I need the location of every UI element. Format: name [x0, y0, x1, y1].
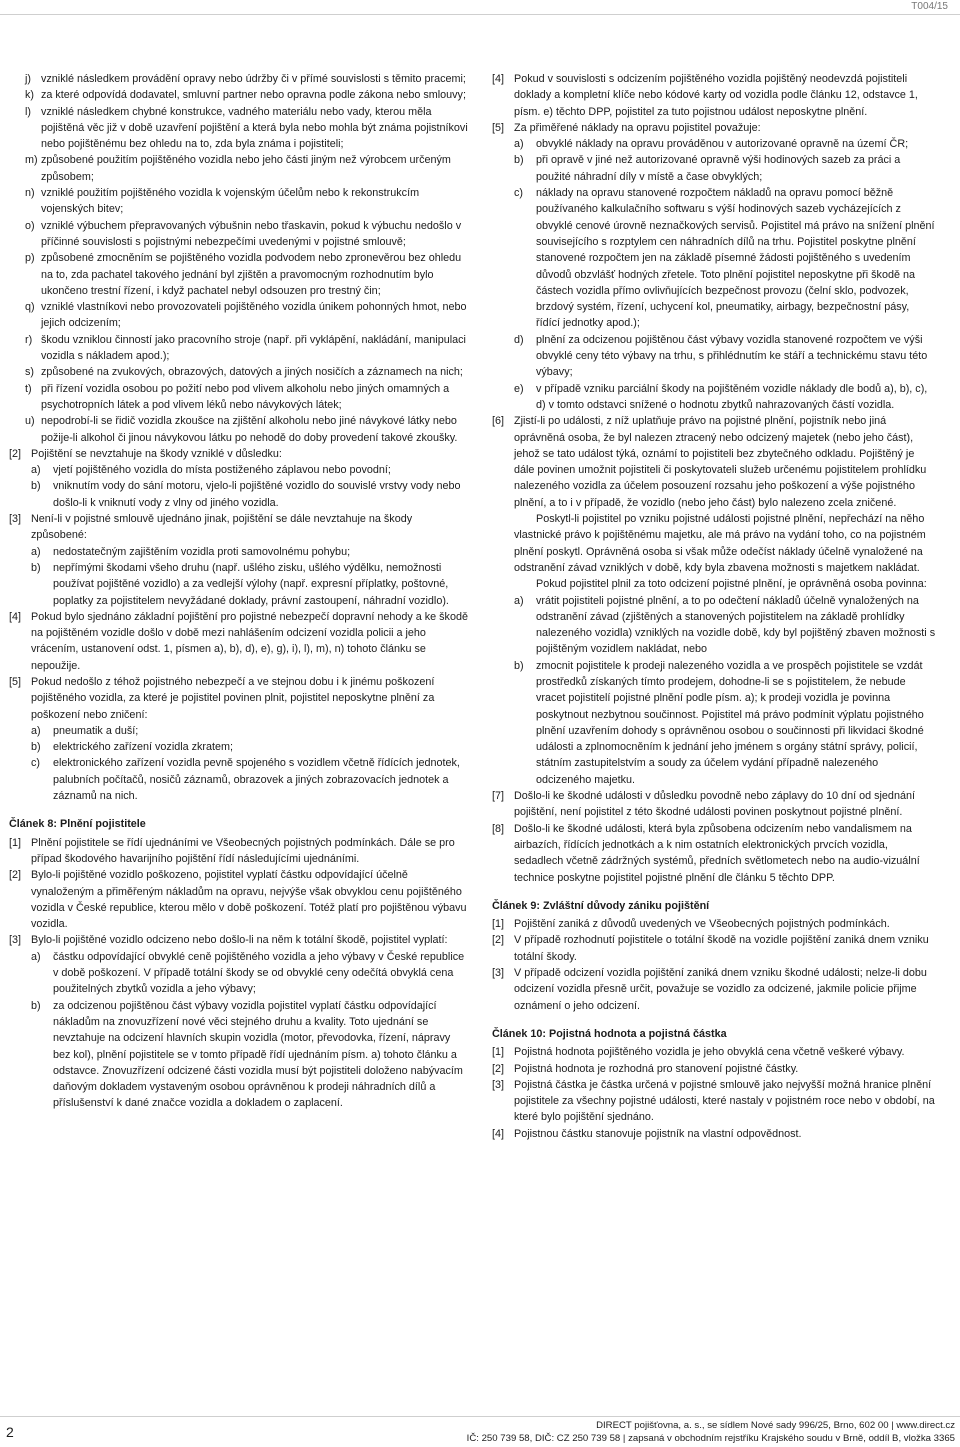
list-item: l) vzniklé následkem chybné konstrukce, vadného materiálu nebo vady, kterou měla pojištěná věc již v době uzavření pojištění a která byla nebo mohla být známa pojistníkovi nebo pojištěnému bez ohledu na to, zda byla známa i pojistiteli; [25, 105, 468, 151]
list-item: s) způsobené na zvukových, obrazových, datových a jiných nosičích a záznamech na nich; [25, 366, 463, 379]
sub-item: a) vrátit pojistiteli pojistné plnění, a to po odečtení nákladů účelně vynaložených na odstranění závad (zjištěných a stanovených pojistitelem na základě prohlídky nalezeného vozidla) vzniklých na vozidle době, kdy byl pojištěný zbaven možnosti s pojištěným vozidlem nakládat, nebo [514, 594, 936, 656]
sub-item: a) vjetí pojištěného vozidla do místa postiženého záplavou nebo povodní; [31, 464, 391, 477]
list-item: n) vzniklé použitím pojištěného vozidla k vojenským účelům nebo k rekonstrukcím vojenských bitev; [25, 187, 420, 216]
clause-8-8: [8] Došlo-li ke škodné události, která byla způsobena odcizením nebo vandalismem na airbazích, řídících jednotkách a k nim ostatních elektronických prvcích vozidla, sedadlech včetně zádržných systémů, předních světlometech nebo na audio-vizuální technice poskytne pojistitel pojistné plnění dle článku 5 těchto DPP. [492, 822, 920, 884]
clause-7-3: [3] Není-li v pojistné smlouvě ujednáno jinak, pojištění se dále nevztahuje na škody způsobené: a) nedostatečným zajištěním vozidla proti samovolnému pohybu; b) nepřímými škodami všeho druhu (např. ušlého zisku, ušlého výdělku, nemožnosti používat pojištěné vozidlo) a za vedlejší výlohy (např. expresní příplatky, poštovné, poplatky za pojistitelem nevyžádané doklady, právní zastoupení, náhradní vozidlo). [9, 511, 469, 609]
clause-10-3: [3] Pojistná částka je částka určená v pojistné smlouvě jako nejvyšší možná hranice plnění pojistitele za všechny pojistné události, které nastaly v pojistném roce nebo v období, na které bylo pojištění sjednáno. [492, 1078, 935, 1124]
clause-7-5: [5] Pokud nedošlo z téhož pojistného nebezpečí a ve stejnou dobu i k jinému poškození pojištěného vozidla, za které je pojistitel povinen plnit, pojistitel neposkytne plnění za poškození nebo zničení: a) pneumatik a duší; b) elektrického zařízení vozidla zkratem; c) elektronického zařízení vozidla pevně spojeného s vozidlem včetně řídících jednotek, palubních počítačů, nosičů záznamů, obrazovek a jiných zobrazovacích jednotek a záznamů na nich. [9, 674, 469, 804]
clause-9-2: [2] V případě rozhodnutí pojistitele o totální škodě na vozidle pojištění zaniká dnem vzniku totální škody. [492, 934, 929, 963]
sub-item: d) plnění za odcizenou pojištěnou část výbavy vozidla stanovené rozpočtem ve výši obvyklé ceny této výbavy na trhu, s přihlédnutím ke stáří a technickému stavu této výbavy; [514, 333, 928, 379]
sub-item: b) vniknutím vody do sání motoru, vjelo-li pojištěné vozidlo do souvislé vrstvy vody nebo došlo-li k vniknutí vody z vlny od jiného vozidla. [31, 480, 461, 509]
article-7-clauses [9, 446, 469, 805]
sub-item: a) částku odpovídající obvyklé ceně pojištěného vozidla a jeho výbavy v České republice v době poškození. V případě totální škody se od obvyklé ceny odečítá obvyklá cena použitelných zbytků vozidla a jeho výbavy; [31, 950, 465, 996]
article-8-title: Článek 8: Plnění pojistitele [9, 818, 146, 831]
sub-item: a) nedostatečným zajištěním vozidla proti samovolnému pohybu; [31, 545, 351, 558]
list-item: k) za které odpovídá dodavatel, smluvní partner nebo opravna podle zákona nebo smlouvy; [25, 89, 466, 102]
sub-item: e) v případě vzniku parciální škody na pojištěném vozidle náklady dle bodů a), b), c), d) v tomto odstavci snížené o hodnotu zbytků nahrazovaných částí vozidla. [514, 382, 928, 411]
sub-item: b) elektrického zařízení vozidla zkratem; [31, 741, 234, 754]
list-item: o) vzniklé výbuchem přepravovaných výbušnin nebo třaskavin, pokud k výbuchu nedošlo v příčinné souvislosti s pojistnými nebezpečími uvedenými v pojistné smlouvě; [25, 219, 462, 248]
header-rule [0, 14, 960, 15]
footer-rule [0, 1416, 960, 1417]
clause-8-3: [3] Bylo-li pojištěné vozidlo odcizeno nebo došlo-li na něm k totální škodě, pojistitel vyplatí: a) částku odpovídající obvyklé ceně pojištěného vozidla a jeho výbavy v České republice v době poškození. V případě totální škody se od obvyklé ceny odečítá obvyklá cena použitelných zbytků vozidla a jeho výbavy; b) za odcizenou pojištěnou část výbavy vozidla pojistitel vyplatí částku odpovídající nákladům na znovuzřízení nové věci stejného druhu a kvality. Toto ujednání se nevztahuje na odcizení hlavních skupin vozidla (motor, převodovka, řízení, nápravy bez kol), plnění pojistitele se v tomto případě řídí ujednáním písm. a) tohoto článku a odstavce. Znovuzřízení odcizené části vozidla musí být pojistiteli doloženo nabývacím daňovým dokladem vystaveným osobou oprávněnou k prodeji náhradních dílů a příslušenství k dané značce vozidla a dokladem o zaplacení. [9, 932, 469, 1111]
sub-item: c) elektronického zařízení vozidla pevně spojeného s vozidlem včetně řídících jednotek, palubních počítačů, nosičů záznamů, obrazovek a jiných zobrazovacích jednotek a záznamů na nich. [31, 757, 460, 803]
clause-8-1: [1] Plnění pojistitele se řídí ujednáními ve Všeobecných pojistných podmínkách. Dále se pro případ škodového havarijního pojištění řídí následujícími ujednáními. [9, 836, 455, 865]
document-code: T004/15 [911, 1, 948, 12]
article-9-title: Článek 9: Zvláštní důvody zániku pojištění [492, 899, 710, 912]
clause-10-2: [2] Pojistná hodnota je rozhodná pro stanovení pojistné částky. [492, 1062, 799, 1075]
clause-8-2: [2] Bylo-li pojištěné vozidlo poškozeno, pojistitel vyplatí částku odpovídající účelně vynaloženým a přiměřeným nákladům na opravu, nejvýše však obvyklou cenu pojištěného vozidla v České republice, kterou mělo v době poškození. Totéž platí pro pojištěnou výbavu vozidla. [9, 869, 467, 931]
sub-item: b) při opravě v jiné než autorizované opravně výši hodinových sazeb za práci a použité náhradní díly v místě a čase obvyklých; [514, 154, 901, 183]
clause-8-7: [7] Došlo-li ke škodné události v důsledku povodně nebo záplavy do 10 dní od sjednání pojištění, není pojistitel z této škodné události povinen poskytnout pojistné plnění. [492, 790, 915, 819]
clause-8-5: [5] Za přiměřené náklady na opravu pojistitel považuje: a) obvyklé náklady na opravu prováděnou v autorizované opravně na území ČR; b) při opravě v jiné než autorizované opravně výši hodinových sazeb za práci a použité náhradní díly v místě a čase obvyklých; c) náklady na opravu stanovené rozpočtem nákladů na opravu pomocí běžně používaného kalkulačního softwaru s výší hodinových sazeb vycházejících z obvyklé cenové úrovně neznačkových servisů. Pojistitel má právo na snížení plnění souvisejícího s rozptylem cen náhradních dílů na trhu. Pojistitel poskytne plnění stanovené rozpočtem jen na základě písemné žádosti pojištěného s uvedením důvodů obzvlášť hodných zřetele. Toto plnění pojistitel neposkytne při škodě na částech vozidla přímo ovlivňujících bezpečnost provozu (čelní sklo, podvozek, brzdový systém, řízení, uchycení kol, pneumatiky, airbagy, bezpečnostní pásy, řídící jednotky apod.); d) plnění za odcizenou pojištěnou část výbavy vozidla stanovené rozpočtem ve výši obvyklé ceny této výbavy na trhu, s přihlédnutím ke stáří a technickému stavu této výbavy; e) v případě vzniku parciální škody na pojištěném vozidle náklady dle bodů a), b), c), d) v tomto odstavci snížené o hodnotu zbytků nahrazovaných částí vozidla. [492, 120, 936, 413]
sub-item: b) nepřímými škodami všeho druhu (např. ušlého zisku, ušlého výdělku, nemožnosti používat pojištěné vozidlo) a za vedlejší výlohy (např. expresní příplatky, poštovné, poplatky za pojistitelem nevyžádané doklady, právní zastoupení, náhradní vozidlo). [31, 561, 449, 607]
list-item: p) způsobené zmocněním se pojištěného vozidla podvodem nebo zpronevěrou bez ohledu na to, zda pachatel takového jednání byl zjištěn a pravomocným rozhodnutím bylo ukončeno trestní řízení, i když pachatel nebyl odsouzen pro trestný čin; [25, 252, 462, 297]
exclusion-list [25, 71, 469, 446]
right-column [492, 71, 936, 1142]
article-9 [492, 898, 936, 1014]
article-8 [9, 816, 469, 1111]
list-item: t) při řízení vozidla osobou po požití nebo pod vlivem alkoholu nebo jiných omamných a psychotropních látek a pod vlivem léků nebo návykových látek; [25, 382, 450, 411]
page-number: 2 [6, 1424, 14, 1440]
list-item: m) způsobené použitím pojištěného vozidla nebo jeho části jiným než výrobcem určeným způsobem; [25, 154, 451, 183]
list-item: j) vzniklé následkem provádění opravy nebo údržby či v přímé souvislosti s těmito pracemi; [25, 73, 466, 85]
sub-item: a) obvyklé náklady na opravu prováděnou v autorizované opravně na území ČR; [514, 138, 909, 151]
sub-item: c) náklady na opravu stanovené rozpočtem nákladů na opravu pomocí běžně používaného kalkulačního softwaru s výší hodinových sazeb vycházejících z obvyklé cenové úrovně neznačkových servisů. Pojistitel má právo na snížení plnění souvisejícího s rozptylem cen náhradních dílů na trhu. Pojistitel poskytne plnění stanovené rozpočtem jen na základě písemné žádosti pojištěného s uvedením důvodů obzvlášť hodných zřetele. Toto plnění pojistitel neposkytne při škodě na částech vozidla přímo ovlivňujících bezpečnost provozu (čelní sklo, podvozek, brzdový systém, řízení, uchycení kol, pneumatiky, airbagy, bezpečnostní pásy, řídící jednotky apod.); [514, 187, 935, 330]
article-10 [492, 1026, 936, 1142]
company-footer [467, 1419, 955, 1445]
footer-registration: IČ: 250 739 58, DIČ: CZ 250 739 58 | zapsaná v obchodním rejstříku Krajského soudu v Brně, oddíl B, vložka 3365 [466, 1433, 955, 1444]
sub-item: a) pneumatik a duší; [31, 724, 139, 737]
clause-7-4: [4] Pokud bylo sjednáno základní pojištění pro pojistné nebezpečí dopravní nehody a ke škodě na pojištěném vozidle došlo v době mezi nahlášením odcizení vozidla policii a jeho vrácením, ustanovení odst. 1, písmen a), b), d), e), g), i), l), m), n) tohoto článku se nepoužije. [9, 610, 468, 672]
article-8-continued [492, 71, 936, 886]
clause-10-4: [4] Pojistnou částku stanovuje pojistník na vlastní odpovědnost. [492, 1127, 802, 1140]
article-10-title: Článek 10: Pojistná hodnota a pojistná částka [492, 1027, 727, 1040]
clause-9-1: [1] Pojištění zaniká z důvodů uvedených ve Všeobecných pojistných podmínkách. [492, 918, 890, 931]
list-item: u) nepodrobí-li se řidič vozidla zkoušce na zjištění alkoholu nebo jiné návykové látky nebo požije-li alkohol či jinou návykovou látku po nehodě do doby provedení takové zkoušky. [25, 415, 458, 444]
list-item: q) vzniklé vlastníkovi nebo provozovateli pojištěného vozidla únikem pohonných hmot, nebo jejich odcizením; [25, 301, 467, 330]
list-item: r) škodu vzniklou činností jako pracovního stroje (např. při vyklápění, nakládání, manipulaci vozidla s nákladem apod.); [25, 333, 466, 363]
clause-9-3: [3] V případě odcizení vozidla pojištění zaniká dnem vzniku škodné události; nelze-li dobu odcizení vozidla přesně určit, považuje se vozidlo za odcizené, jakmile policie přijme oznámení o jeho odcizení. [492, 967, 927, 1012]
clause-7-2: [2] Pojištění se nevztahuje na škody vzniklé v důsledku: a) vjetí pojištěného vozidla do místa postiženého záplavou nebo povodní; b) vniknutím vody do sání motoru, vjelo-li pojištěné vozidlo do souvislé vrstvy vody nebo došlo-li k vniknutí vody z vlny od jiného vozidla. [9, 446, 469, 511]
sub-item: b) zmocnit pojistitele k prodeji nalezeného vozidla a ve prospěch pojistitele se vzdát prostředků získaných tímto prodejem, dohodne-li se s pojistitelem, že nebude vracet pojistitelí pojistné plnění podle písm. a); k prodeji vozidla je povinna poskytnout nezbytnou součinnost. Pojistitel má právo podmínit výplatu pojistného plnění uzavřením dohody s oprávněnou osobou o součinnosti při likvidaci škodné události a zplnomocněním k jednání jeho jménem s orgány státní správy, policií, státním zastupitelstvím a soudy za účelem vydání případně nalezeného odcizeného majetku. [514, 659, 924, 786]
footer-address: DIRECT pojišťovna, a. s., se sídlem Nové sady 996/25, Brno, 602 00 | www.direct.cz [596, 1420, 955, 1431]
clause-8-4: [4] Pokud v souvislosti s odcizením pojištěného vozidla pojištěný neodevzdá pojistiteli doklady a kompletní klíče nebo kódové karty od vozidla podle článku 12, odstavce 1, písm. e) těchto DPP, pojistitel za tuto pojistnou událost neposkytne plnění. [492, 73, 918, 118]
left-column [9, 71, 469, 1112]
clause-8-6: [6] Zjistí-li po události, z níž uplatňuje právo na pojistné plnění, pojistník nebo jiná oprávněná osoba, že byl nalezen ztracený nebo odcizený majetek (nebo jeho část), jehož se tato událost týká, oznámí to pojistiteli bez zbytečného odkladu. Pojištěný je dále povinen umožnit pojistiteli či poskytovateli služeb určenému pojistitelem prohlídku nalezeného vozidla za účelem posouzení rozsahu jeho poškození a výše pojistného plnění, a to i v případě, že vozidlo (nebo jeho část) bylo nalezeno zcela zničené. Poskytl-li pojistitel po vzniku pojistné události pojistné plnění, nepřechází na něho vlastnické právo k pojištěnému majetku, ale má právo na vydání toho, co na pojistném plnění poskytl. Oprávněná osoba si však může odečíst náklady účelně vynaložené na odstranění závad vzniklých v době, kdy byla zbavena možnosti s majetkem nakládat. Pokud pojistitel plnil za toto odcizení pojistné plnění, je oprávněná osoba povinna: a) vrátit pojistiteli pojistné plnění, a to po odečtení nákladů účelně vynaložených na odstranění závad (zjištěných a stanovených pojistitelem na základě prohlídky nalezeného vozidla) vzniklých na vozidle době, kdy byl pojištěný zbaven možnosti s pojištěným vozidlem nakládat, nebo b) zmocnit pojistitele k prodeji nalezeného vozidla a ve prospěch pojistitele se vzdát prostředků získaných tímto prodejem, dohodne-li se s pojistitelem, že nebude vracet pojistitelí pojistné plnění podle písm. a); k prodeji vozidla je povinna poskytnout nezbytnou součinnost. Pojistitel má právo podmínit výplatu pojistného plnění uzavřením dohody s oprávněnou osobou o součinnosti při likvidaci škodné události a zplnomocněním k jednání jeho jménem s orgány státní správy, policií, státním zastupitelstvím a soudy za účelem vydání případně nalezeného odcizeného majetku. [492, 413, 936, 788]
clause-10-1: [1] Pojistná hodnota pojištěného vozidla je jeho obvyklá cena včetně veškeré výbavy. [492, 1046, 905, 1059]
sub-item: b) za odcizenou pojištěnou část výbavy vozidla pojistitel vyplatí částku odpovídající nákladům na znovuzřízení nové věci stejného druhu a kvality. Toto ujednání se nevztahuje na odcizení hlavních skupin vozidla (motor, převodovka, řízení, nápravy bez kol), plnění pojistitele se v tomto případě řídí ujednáním písm. a) tohoto článku a odstavce. Znovuzřízení odcizené části vozidla musí být pojistiteli doloženo nabývacím daňovým dokladem vystaveným osobou oprávněnou k prodeji náhradních dílů a příslušenství k dané značce vozidla a dokladem o zaplacení. [31, 999, 463, 1110]
